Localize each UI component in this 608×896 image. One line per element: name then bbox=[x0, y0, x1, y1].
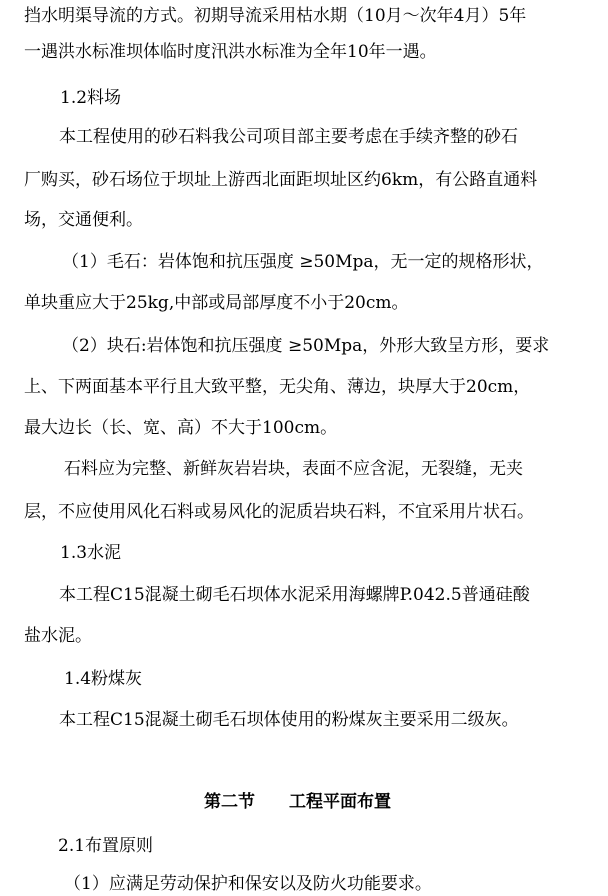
body-text-line: 最大边长（长、宽、高）不大于100cm。 bbox=[24, 418, 338, 438]
body-text-line: 单块重应大于25kg,中部或局部厚度不小于20cm。 bbox=[24, 293, 409, 313]
body-text-line: （1）毛石：岩体饱和抗压强度 ≥50Mpa，无一定的规格形状， bbox=[62, 252, 544, 272]
body-text-line: 场，交通便利。 bbox=[24, 210, 143, 230]
body-text-line: 层，不应使用风化石料或易风化的泥质岩块石料，不宜采用片状石。 bbox=[24, 502, 534, 522]
body-text-line: 本工程使用的砂石料我公司项目部主要考虑在手续齐整的砂石 bbox=[59, 127, 518, 147]
body-text-line: 本工程C15混凝土砌毛石坝体使用的粉煤灰主要采用二级灰。 bbox=[59, 710, 519, 730]
body-text-line: （2）块石:岩体饱和抗压强度 ≥50Mpa，外形大致呈方形，要求 bbox=[62, 336, 550, 356]
body-text-line: 一遇洪水标准坝体临时度汛洪水标准为全年10年一遇。 bbox=[24, 42, 437, 62]
body-text-line: 本工程C15混凝土砌毛石坝体水泥采用海螺牌P.042.5普通硅酸 bbox=[59, 585, 530, 605]
body-text-line: 石料应为完整、新鲜灰岩岩块，表面不应含泥，无裂缝，无夹 bbox=[64, 459, 523, 479]
section-heading-1-4: 1.4粉煤灰 bbox=[64, 669, 143, 689]
body-text-line: （1）应满足劳动保护和保安以及防火功能要求。 bbox=[64, 874, 432, 894]
section-heading-1-2: 1.2料场 bbox=[60, 88, 122, 108]
section-heading-2-1: 2.1布置原则 bbox=[58, 836, 154, 856]
section-heading-1-3: 1.3水泥 bbox=[60, 543, 122, 563]
body-text-line: 盐水泥。 bbox=[24, 626, 92, 646]
body-text-line: 上、下两面基本平行且大致平整，无尖角、薄边，块厚大于20cm， bbox=[24, 377, 531, 397]
body-text-line: 挡水明渠导流的方式。初期导流采用枯水期（10月～次年4月）5年 bbox=[24, 6, 527, 26]
chapter-heading: 第二节 工程平面布置 bbox=[204, 792, 391, 812]
body-text-line: 厂购买，砂石场位于坝址上游西北面距坝址区约6km，有公路直通料 bbox=[24, 170, 538, 190]
